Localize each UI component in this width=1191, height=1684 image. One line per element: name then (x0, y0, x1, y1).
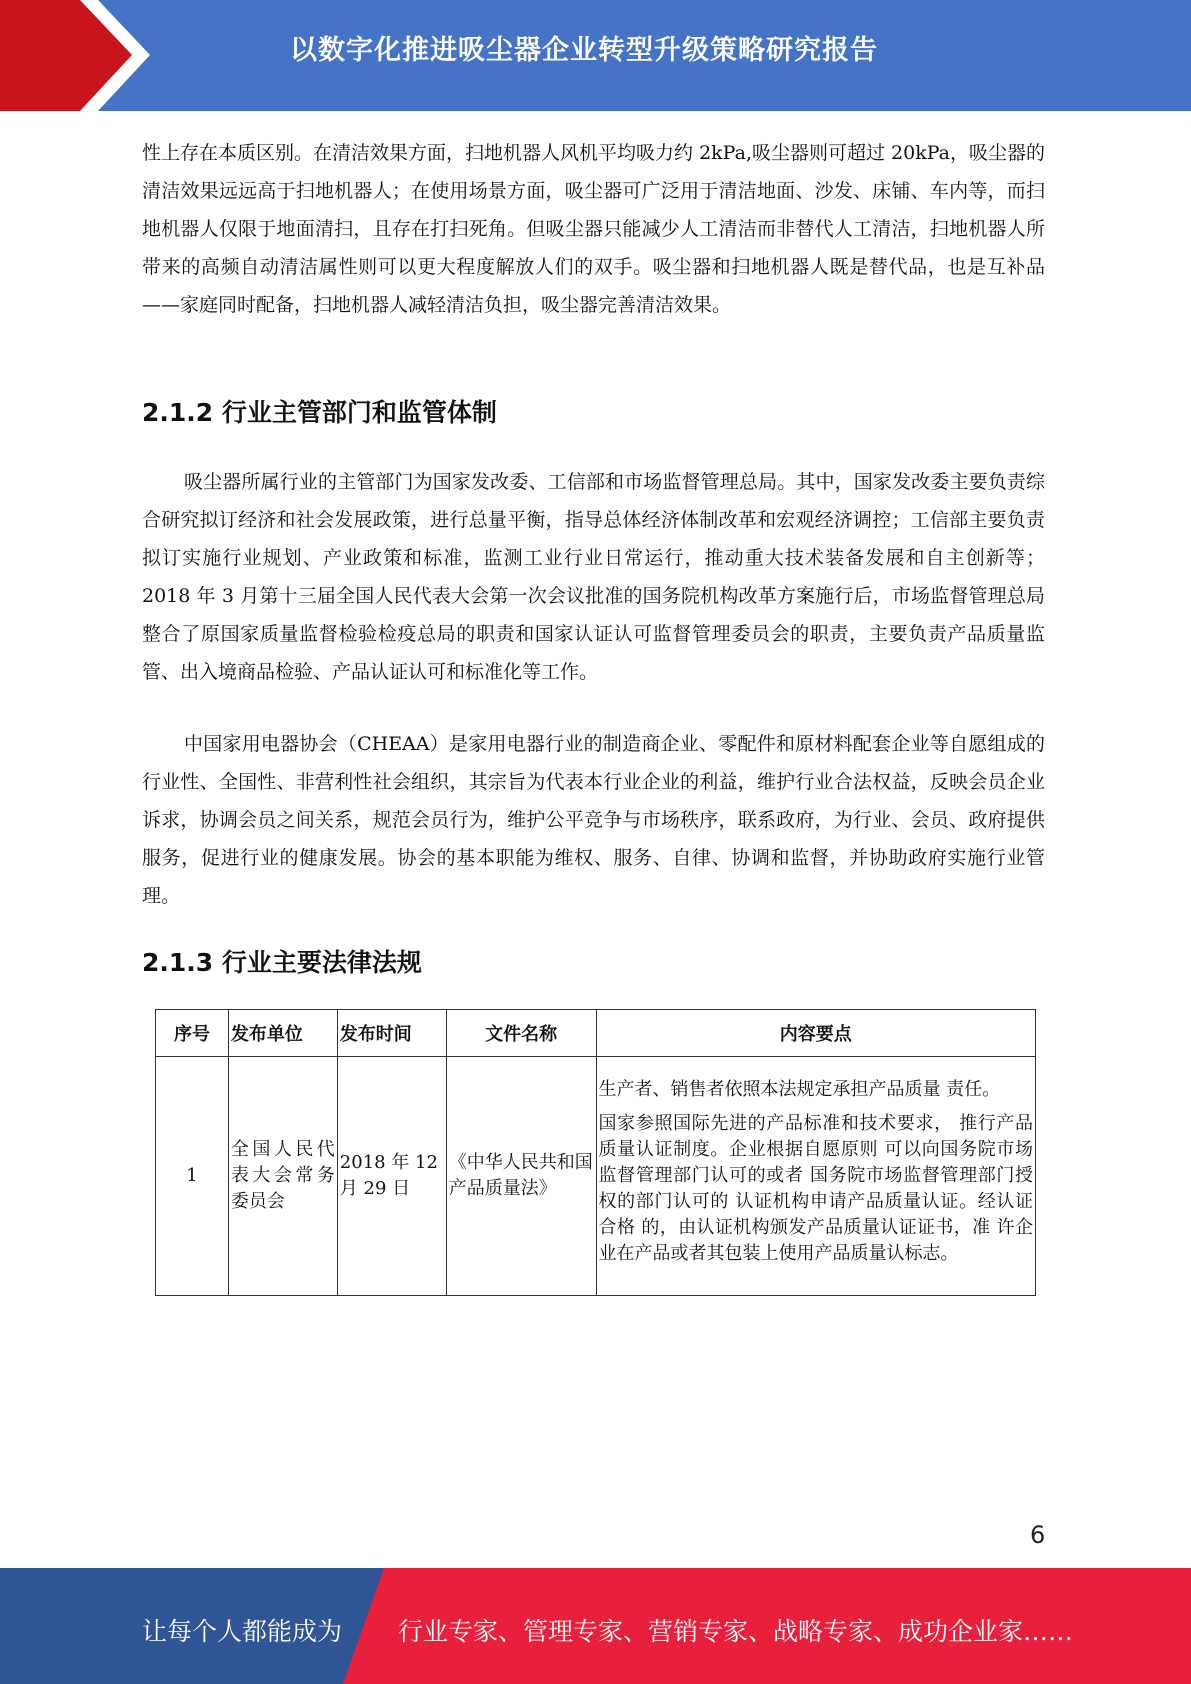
key-point-1: 生产者、销售者依照本法规定承担产品质量 责任。 (598, 1079, 1001, 1100)
cell-document-name: 《中华人民共和国产品质量法》 (446, 1057, 596, 1296)
key-point-2: 国家参照国际先进的产品标准和技术要求， 推行产品质量认证制度。企业根据自愿原则 可以向国务院市场监督管理部门认可的或者 国务院市场监督管理部门授权的部门认可的 认证机构申请产品质量认证。经认证合格 的，由认证机构颁发产品质量认证证书，准 许企业在产品或者其包装上使用产品质量认标志。 (598, 1113, 1033, 1264)
body-paragraph-1: 性上存在本质区别。在清洁效果方面，扫地机器人风机平均吸力约 2kPa,吸尘器则可超过 20kPa，吸尘器的清洁效果远远高于扫地机器人；在使用场景方面，吸尘器可广泛用于清洁地面、沙发、床铺、车内等，而扫地机器人仅限于地面清扫，且存在打扫死角。但吸尘器只能减少人工清洁而非替代人工清洁，扫地机器人所带来的高频自动清洁属性则可以更大程度解放人们的双手。吸尘器和扫地机器人既是替代品，也是互补品——家庭同时配备，扫地机器人减轻清洁负担，吸尘器完善清洁效果。 (142, 142, 1045, 316)
section-heading-2-1-2: 2.1.2 行业主管部门和监管体制 (142, 398, 497, 427)
table-header-row (156, 1010, 1036, 1057)
cell-date: 2018 年 12 月 29 日 (337, 1057, 446, 1296)
cell-key-points (596, 1057, 1035, 1296)
header-no: 序号 (156, 1010, 229, 1057)
cell-issuer: 全国人民代表大会常务委员会 (228, 1057, 337, 1296)
body-paragraph-2: 吸尘器所属行业的主管部门为国家发改委、工信部和市场监督管理总局。其中，国家发改委主要负责综合研究拟订经济和社会发展政策，进行总量平衡，指导总体经济体制改革和宏观经济调控；工信部主要负责拟订实施行业规划、产业政策和标准，监测工业行业日常运行，推动重大技术装备发展和自主创新等；2018 年 3 月第十三届全国人民代表大会第一次会议批准的国务院机构改革方案施行后，市场监督管理总局整合了原国家质量监督检验检疫总局的职责和国家认证认可监督管理委员会的职责，主要负责产品质量监管、出入境商品检验、产品认证认可和标准化等工作。 (142, 471, 1045, 683)
header-date: 发布时间 (337, 1010, 446, 1057)
header-chevron-icon (0, 0, 160, 111)
header-key-points: 内容要点 (596, 1010, 1035, 1057)
laws-table (155, 1009, 1036, 1296)
footer-slogan-left: 让每个人都能成为 (142, 1617, 343, 1646)
header-name: 文件名称 (446, 1010, 596, 1057)
report-title: 以数字化推进吸尘器企业转型升级策略研究报告 (290, 35, 878, 66)
footer-slogan-right: 行业专家、管理专家、营销专家、战略专家、成功企业家…… (398, 1617, 1074, 1646)
page-number: 6 (1030, 1521, 1046, 1549)
table-row (156, 1057, 1036, 1296)
page-header-band (0, 0, 1191, 111)
header-issuer: 发布单位 (228, 1010, 337, 1057)
section-heading-2-1-3: 2.1.3 行业主要法律法规 (142, 948, 422, 977)
body-paragraph-3: 中国家用电器协会（CHEAA）是家用电器行业的制造商企业、零配件和原材料配套企业等自愿组成的行业性、全国性、非营利性社会组织，其宗旨为代表本行业企业的利益，维护行业合法权益，反映会员企业诉求，协调会员之间关系，规范会员行为，维护公平竞争与市场秩序，联系政府，为行业、会员、政府提供服务，促进行业的健康发展。协会的基本职能为维权、服务、自律、协调和监督，并协助政府实施行业管理。 (142, 733, 1045, 907)
page-footer-band (0, 1568, 1191, 1684)
cell-no: 1 (156, 1057, 229, 1296)
